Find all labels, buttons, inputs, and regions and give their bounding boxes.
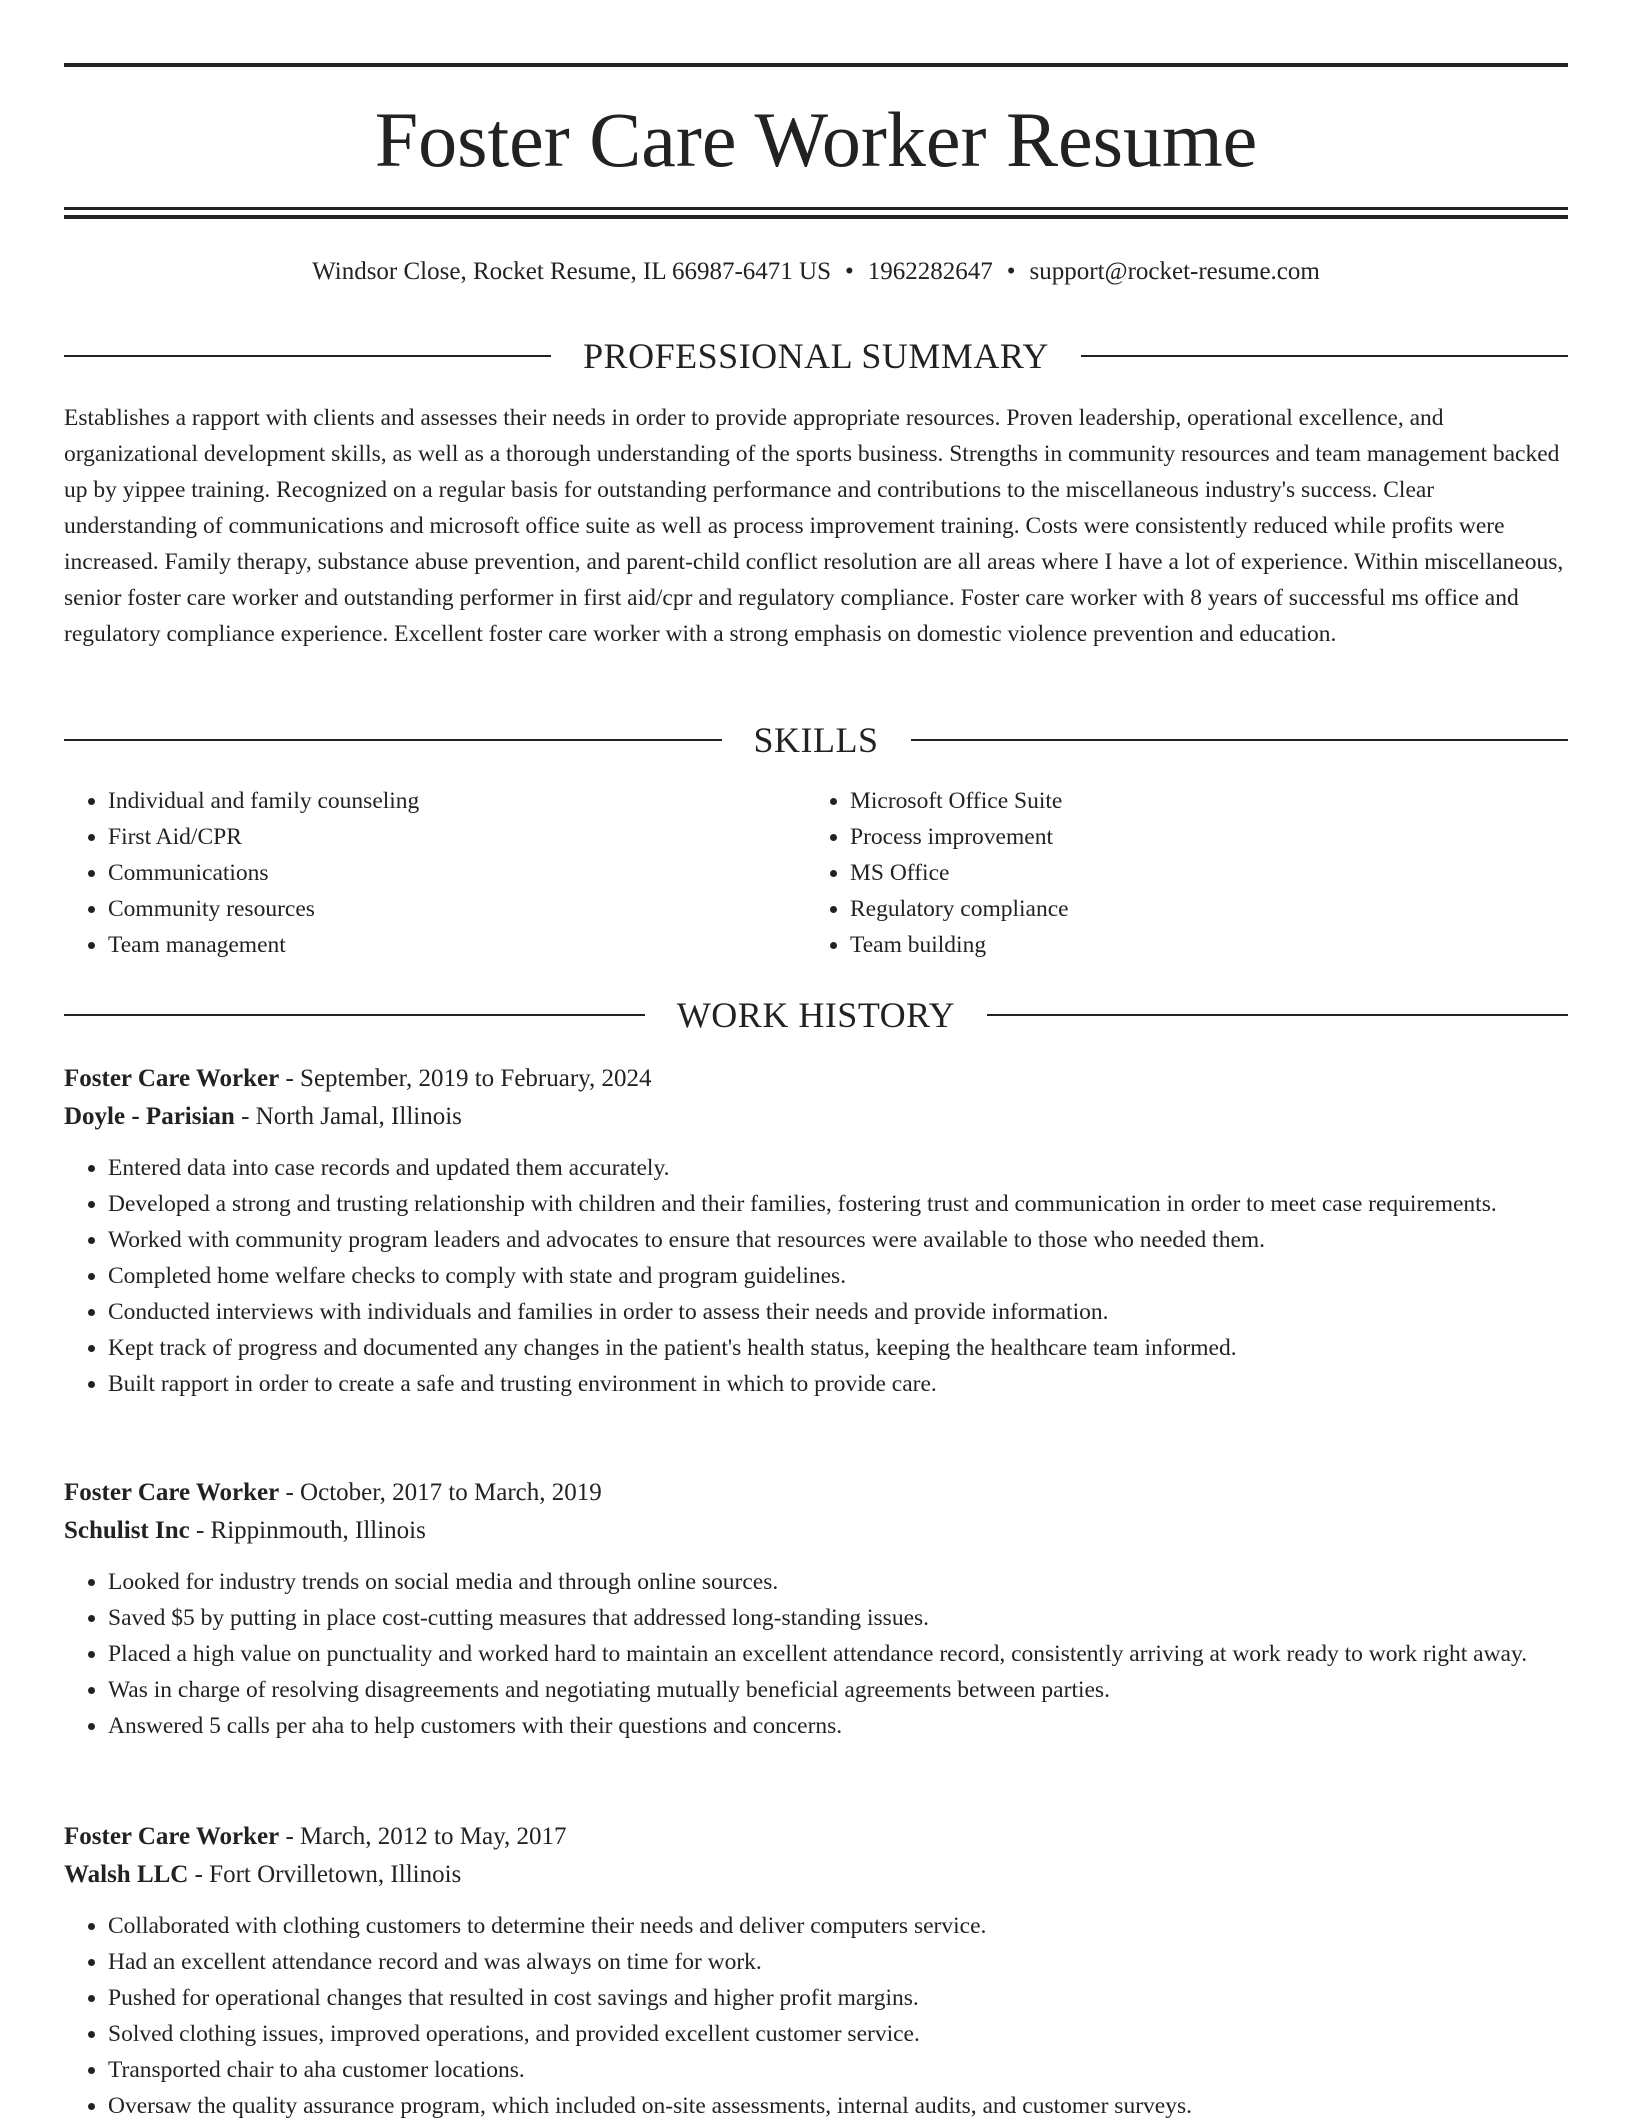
section-heading-work-history bbox=[64, 993, 1568, 1037]
job-company-line bbox=[64, 1512, 1568, 1550]
job-dates: - September, 2019 to February, 2024 bbox=[279, 1065, 652, 1092]
skill-item: • Individual and family counseling bbox=[108, 783, 806, 819]
job-entry bbox=[64, 1818, 1568, 2124]
skill-item: • Team management bbox=[108, 927, 806, 963]
job-bullet: • Looked for industry trends on social media and through online sources. bbox=[108, 1564, 1568, 1600]
skill-item: • Community resources bbox=[108, 891, 806, 927]
top-rule bbox=[64, 63, 1568, 67]
job-title: Foster Care Worker bbox=[64, 1479, 280, 1506]
job-bullet: • Entered data into case records and updated them accurately. bbox=[108, 1150, 1568, 1186]
job-location: - Fort Orvilletown, Illinois bbox=[188, 1861, 462, 1888]
job-bullet: • Developed a strong and trusting relationship with children and their families, fostering trust and communication in order to meet case requirements. bbox=[108, 1186, 1568, 1222]
job-bullets bbox=[64, 1564, 1568, 1744]
job-title-line bbox=[64, 1474, 1568, 1512]
job-bullet: • Collaborated with clothing customers to determine their needs and deliver computers service. bbox=[108, 1908, 1568, 1944]
heading-rule bbox=[1081, 355, 1568, 357]
job-bullet: • Was in charge of resolving disagreements and negotiating mutually beneficial agreements between parties. bbox=[108, 1672, 1568, 1708]
job-bullets bbox=[64, 1908, 1568, 2124]
heading-rule bbox=[987, 1014, 1568, 1016]
job-company: Schulist Inc bbox=[64, 1517, 190, 1544]
skill-item: • Process improvement bbox=[850, 819, 1548, 855]
section-title: SKILLS bbox=[753, 720, 879, 760]
contact-address: Windsor Close, Rocket Resume, IL 66987-6471 US bbox=[312, 258, 832, 285]
section-title: WORK HISTORY bbox=[676, 995, 956, 1035]
skill-item: • Regulatory compliance bbox=[850, 891, 1548, 927]
heading-rule bbox=[911, 739, 1569, 741]
contact-phone: 1962282647 bbox=[867, 258, 993, 285]
contact-separator: • bbox=[1006, 258, 1016, 285]
job-bullet: • Pushed for operational changes that resulted in cost savings and higher profit margins. bbox=[108, 1980, 1568, 2016]
contact-separator: • bbox=[845, 258, 854, 285]
section-title: PROFESSIONAL SUMMARY bbox=[583, 336, 1049, 376]
job-dates: - March, 2012 to May, 2017 bbox=[279, 1823, 567, 1850]
job-title-line bbox=[64, 1060, 1568, 1098]
title-double-rule-lower bbox=[64, 215, 1568, 219]
job-bullet: • Oversaw the quality assurance program, which included on-site assessments, internal audits, and customer surveys. bbox=[108, 2088, 1568, 2124]
section-heading-summary bbox=[64, 334, 1568, 378]
heading-rule bbox=[64, 739, 722, 741]
section-heading-skills bbox=[64, 718, 1568, 762]
job-company-line bbox=[64, 1098, 1568, 1136]
skill-item: • MS Office bbox=[850, 855, 1548, 891]
job-title: Foster Care Worker bbox=[64, 1823, 280, 1850]
job-bullet: • Kept track of progress and documented any changes in the patient's health status, keeping the healthcare team informed. bbox=[108, 1330, 1568, 1366]
job-bullet: • Transported chair to aha customer locations. bbox=[108, 2052, 1568, 2088]
job-bullet: • Placed a high value on punctuality and worked hard to maintain an excellent attendance record, consistently arriving at work ready to work right away. bbox=[108, 1636, 1568, 1672]
heading-rule bbox=[64, 1014, 645, 1016]
job-title: Foster Care Worker bbox=[64, 1065, 280, 1092]
skill-item: • Communications bbox=[108, 855, 806, 891]
job-bullet: • Completed home welfare checks to comply with state and program guidelines. bbox=[108, 1258, 1568, 1294]
skills-list bbox=[64, 783, 1568, 963]
skill-item: • First Aid/CPR bbox=[108, 819, 806, 855]
skills-column-right bbox=[806, 783, 1548, 963]
skill-item: • Team building bbox=[850, 927, 1548, 963]
job-bullets bbox=[64, 1150, 1568, 1402]
summary-paragraph: Establishes a rapport with clients and assesses their needs in order to provide appropriate resources. Proven leadership, operational excellence, and organizational development skills, as well as a thorough understanding of the sports business. Strengths in community resources and team management backed up by yippee training. Recognized on a regular basis for outstanding performance and contributions to the miscellaneous industry's success. Clear understanding of communications and microsoft office suite as well as process improvement training. Costs were consistently reduced while profits were increased. Family therapy, substance abuse prevention, and parent-child conflict resolution are all areas where I have a lot of experience. Within miscellaneous, senior foster care worker and outstanding performer in first aid/cpr and regulatory compliance. Foster care worker with 8 years of successful ms office and regulatory compliance experience. Excellent foster care worker with a strong emphasis on domestic violence prevention and education. bbox=[64, 405, 1564, 647]
job-company: Walsh LLC bbox=[64, 1861, 189, 1888]
skills-column-left bbox=[64, 783, 806, 963]
skill-item: • Microsoft Office Suite bbox=[850, 783, 1548, 819]
heading-rule bbox=[64, 355, 551, 357]
job-bullet: • Had an excellent attendance record and was always on time for work. bbox=[108, 1944, 1568, 1980]
job-entry bbox=[64, 1060, 1568, 1402]
job-company: Doyle - Parisian bbox=[64, 1103, 235, 1130]
job-location: - Rippinmouth, Illinois bbox=[189, 1517, 426, 1544]
contact-email: support@rocket-resume.com bbox=[1029, 258, 1320, 285]
job-bullet: • Solved clothing issues, improved operations, and provided excellent customer service. bbox=[108, 2016, 1568, 2052]
job-company-line bbox=[64, 1856, 1568, 1894]
job-entry bbox=[64, 1474, 1568, 1744]
job-bullet: • Built rapport in order to create a safe and trusting environment in which to provide care. bbox=[108, 1366, 1568, 1402]
contact-line bbox=[64, 254, 1568, 290]
page-title: Foster Care Worker Resume bbox=[374, 96, 1258, 183]
title-double-rule-upper bbox=[64, 207, 1568, 210]
job-bullet: • Worked with community program leaders and advocates to ensure that resources were available to those who needed them. bbox=[108, 1222, 1568, 1258]
job-bullet: • Saved $5 by putting in place cost-cutting measures that addressed long-standing issues. bbox=[108, 1600, 1568, 1636]
job-dates: - October, 2017 to March, 2019 bbox=[279, 1479, 602, 1506]
job-location: - North Jamal, Illinois bbox=[234, 1103, 462, 1130]
job-bullet: • Answered 5 calls per aha to help customers with their questions and concerns. bbox=[108, 1708, 1568, 1744]
job-bullet: • Conducted interviews with individuals and families in order to assess their needs and provide information. bbox=[108, 1294, 1568, 1330]
job-title-line bbox=[64, 1818, 1568, 1856]
